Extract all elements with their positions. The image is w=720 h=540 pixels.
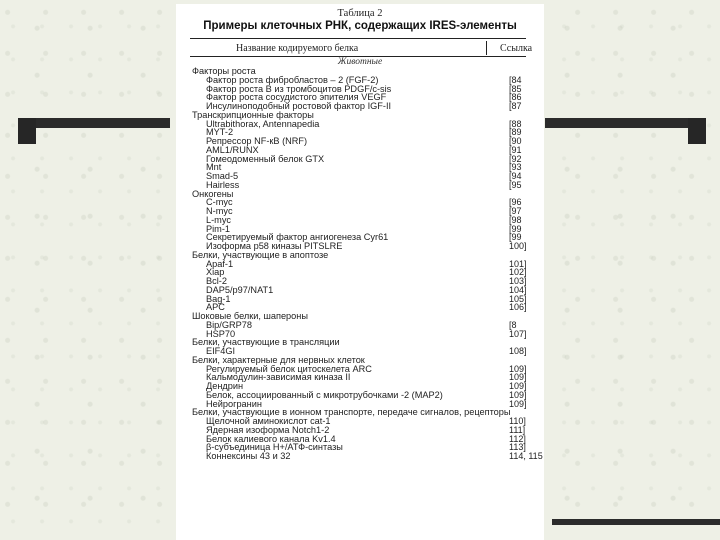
reference-number: [91 <box>509 144 522 155</box>
table-row <box>192 120 532 129</box>
protein-name: Bip/GRP78 <box>206 319 252 330</box>
reference-number: [90 <box>509 136 522 146</box>
protein-name: Apaf-1 <box>206 258 234 269</box>
protein-name: DAP5/p97/NAT1 <box>206 284 274 295</box>
table-body <box>192 66 543 461</box>
protein-name: L-myc <box>206 214 232 225</box>
protein-name: Bcl-2 <box>206 276 227 286</box>
reference-number: 109] <box>509 381 527 391</box>
table-row <box>192 181 532 190</box>
reference-number: [84 <box>509 74 522 85</box>
category-row <box>192 251 532 260</box>
reference-number: 109] <box>509 389 527 400</box>
decorative-square-left <box>18 118 36 144</box>
protein-name: Коннексины 43 и 32 <box>206 451 291 461</box>
reference-number: 107] <box>509 328 527 339</box>
protein-name: Кальмодулин-зависимая киназа II <box>206 372 351 383</box>
reference-number: [95 <box>509 179 522 190</box>
reference-number: 113] <box>509 442 526 453</box>
protein-name: Xiap <box>206 267 225 278</box>
protein-name: HSP70 <box>206 328 236 339</box>
table-row <box>192 321 532 330</box>
table-row <box>192 286 532 295</box>
category-row <box>192 338 532 347</box>
column-header-protein: Название кодируемого белка <box>236 43 359 54</box>
reference-number: 101] <box>509 258 527 269</box>
reference-number: 105] <box>509 293 527 304</box>
protein-name: AML1/RUNX <box>206 144 259 155</box>
table-row <box>192 260 532 269</box>
protein-name: N-myc <box>206 206 233 216</box>
reference-number: 109] <box>509 363 527 374</box>
table-row <box>192 198 532 207</box>
protein-name: Белок, ассоциированный с микротрубочками -2 (MAP2) <box>206 389 443 400</box>
protein-name: Hairless <box>206 179 240 190</box>
protein-name: Белки, участвующие в ионном транспорте, передаче сигналов, рецепторы <box>192 407 511 418</box>
protein-name: EIF4GI <box>206 346 236 356</box>
protein-name: Изоформа p58 киназы PITSLRE <box>206 241 343 251</box>
table-row <box>192 268 532 277</box>
table-title: Примеры клеточных РНК, содержащих IRES-элементы <box>203 20 517 32</box>
protein-name: Факторы роста <box>192 66 256 76</box>
protein-name: Репрессор NF-кB (NRF) <box>206 136 308 146</box>
reference-number: [86 <box>509 92 522 103</box>
table-row <box>192 216 532 225</box>
protein-name: Ultrabithorax, Antennapedia <box>206 118 320 129</box>
category-row <box>192 190 532 199</box>
header-rule-top <box>190 38 526 39</box>
reference-number: [85 <box>509 83 522 94</box>
protein-name: Щелочной аминокислот cat-1 <box>206 416 331 426</box>
reference-number: [88 <box>509 118 522 129</box>
reference-number: [98 <box>509 214 522 225</box>
protein-name: Регулируемый белок цитоскелета ARC <box>206 363 372 374</box>
protein-name: Белки, участвующие в трансляции <box>192 337 340 348</box>
decorative-bar-left <box>20 118 170 128</box>
protein-name: Секретируемый фактор ангиогенеза Cyr61 <box>206 232 389 243</box>
decorative-square-right <box>688 118 706 144</box>
reference-number: [93 <box>509 162 522 173</box>
document-page <box>176 4 544 540</box>
protein-name: C-myc <box>206 197 233 208</box>
reference-number: 109] <box>509 372 527 383</box>
protein-name: Шоковые белки, шапероны <box>192 311 308 321</box>
protein-name: Транскрипционные факторы <box>192 109 314 120</box>
reference-number: 106] <box>509 302 527 313</box>
protein-name: Smad-5 <box>206 171 239 181</box>
reference-number: 112] <box>509 433 526 444</box>
reference-number: 100] <box>509 241 527 251</box>
decorative-bar-bottom <box>552 519 720 525</box>
reference-number: 103] <box>509 276 527 286</box>
protein-name: Инсулиноподобный ростовой фактор IGF-II <box>206 101 392 111</box>
protein-name: Pim-1 <box>206 223 230 234</box>
decorative-bar-right <box>545 118 705 128</box>
protein-name: Белки, характерные для нервных клеток <box>192 354 365 365</box>
protein-name: Фактор роста В из тромбоцитов PDGF/c-sis <box>206 83 392 94</box>
reference-number: [99 <box>509 223 522 234</box>
reference-number: [92 <box>509 153 522 164</box>
reference-number: 102] <box>509 267 527 278</box>
table-row <box>192 451 543 461</box>
protein-name: Гомеодоменный белок GTX <box>206 153 325 164</box>
protein-name: Белки, участвующие в апоптозе <box>192 249 329 260</box>
reference-number: [97 <box>509 206 522 216</box>
table-row <box>192 163 532 172</box>
protein-name: Онкогены <box>192 188 234 199</box>
protein-name: MYT-2 <box>206 127 234 138</box>
table-row <box>192 295 532 304</box>
reference-number: 111] <box>509 424 526 435</box>
table-row <box>192 155 532 164</box>
table-row <box>192 207 532 216</box>
reference-number: [89 <box>509 127 522 138</box>
reference-number: 114, 115 <box>509 451 543 461</box>
protein-name: APC <box>206 302 225 313</box>
reference-number: [8 <box>509 319 517 330</box>
protein-name: Нейрогранин <box>206 398 262 409</box>
protein-name: β-субъединица Н+/АТФ-синтазы <box>206 442 343 453</box>
reference-number: [87 <box>509 101 522 111</box>
reference-number: 109] <box>509 398 527 409</box>
reference-number: [94 <box>509 171 522 181</box>
protein-name: Фактор роста сосудистого эпителия VEGF <box>206 92 387 103</box>
reference-number: [96 <box>509 197 522 208</box>
reference-number: 110] <box>509 416 526 426</box>
table-row <box>192 172 532 181</box>
protein-name: Белок калиевого канала Kv1.4 <box>206 433 336 444</box>
table-caption: Таблица 2 <box>337 8 383 19</box>
reference-number: 108] <box>509 346 527 356</box>
kingdom-label: Животные <box>337 57 383 67</box>
column-header-ref: Ссылка <box>500 43 533 54</box>
protein-name: Дендрин <box>206 381 244 391</box>
protein-name: Фактор роста фибробластов – 2 (FGF-2) <box>206 74 379 85</box>
reference-number: [99 <box>509 232 522 243</box>
protein-name: Bag-1 <box>206 293 231 304</box>
protein-name: Ядерная изоформа Notch1-2 <box>206 424 330 435</box>
protein-name: Mnt <box>206 162 222 173</box>
column-separator <box>486 41 487 55</box>
reference-number: 104] <box>509 284 527 295</box>
